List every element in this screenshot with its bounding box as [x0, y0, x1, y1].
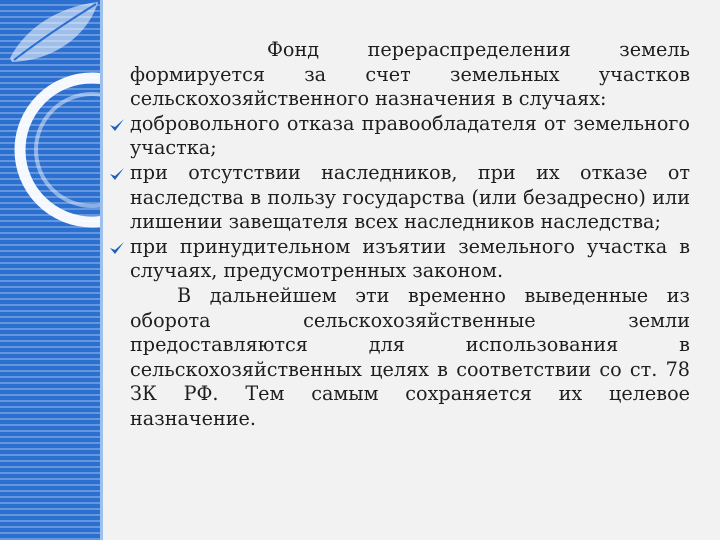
bullet-item-text: добровольного отказа правообладателя от земельного участка; — [130, 111, 690, 160]
stripe-divider — [100, 0, 103, 540]
checkmark-bullet-icon — [109, 117, 125, 133]
intro-paragraph: Фонд перераспределения земель формируется за счет земельных участков сельскохозяйственного назначения в случаях: — [130, 38, 690, 111]
bullet-item-text: при принудительном изъятии земельного участка в случаях, предусмотренных законом. — [130, 234, 690, 283]
leaf-swirl-decoration-icon — [0, 0, 100, 540]
conclusion-paragraph: В дальнейшем эти временно выведенные из оборота сельскохозяйственные земли предоставляются для использования в сельскохозяйственных целях в соответствии со ст. 78 ЗК РФ. Тем самым сохраняется их целевое назначение. — [130, 283, 690, 430]
checkmark-bullet-icon — [109, 166, 125, 182]
bullet-item-text: при отсутствии наследников, при их отказе от наследства в пользу государства (или безадресно) или лишении завещателя всех наследников наследства; — [130, 160, 690, 234]
bullet-item-3 — [108, 235, 690, 284]
checkmark-bullet-icon — [109, 240, 125, 256]
slide-text-body — [108, 38, 690, 432]
bullet-item-2 — [108, 161, 690, 235]
bullet-item-1 — [108, 112, 690, 161]
decorative-side-stripe — [0, 0, 100, 540]
